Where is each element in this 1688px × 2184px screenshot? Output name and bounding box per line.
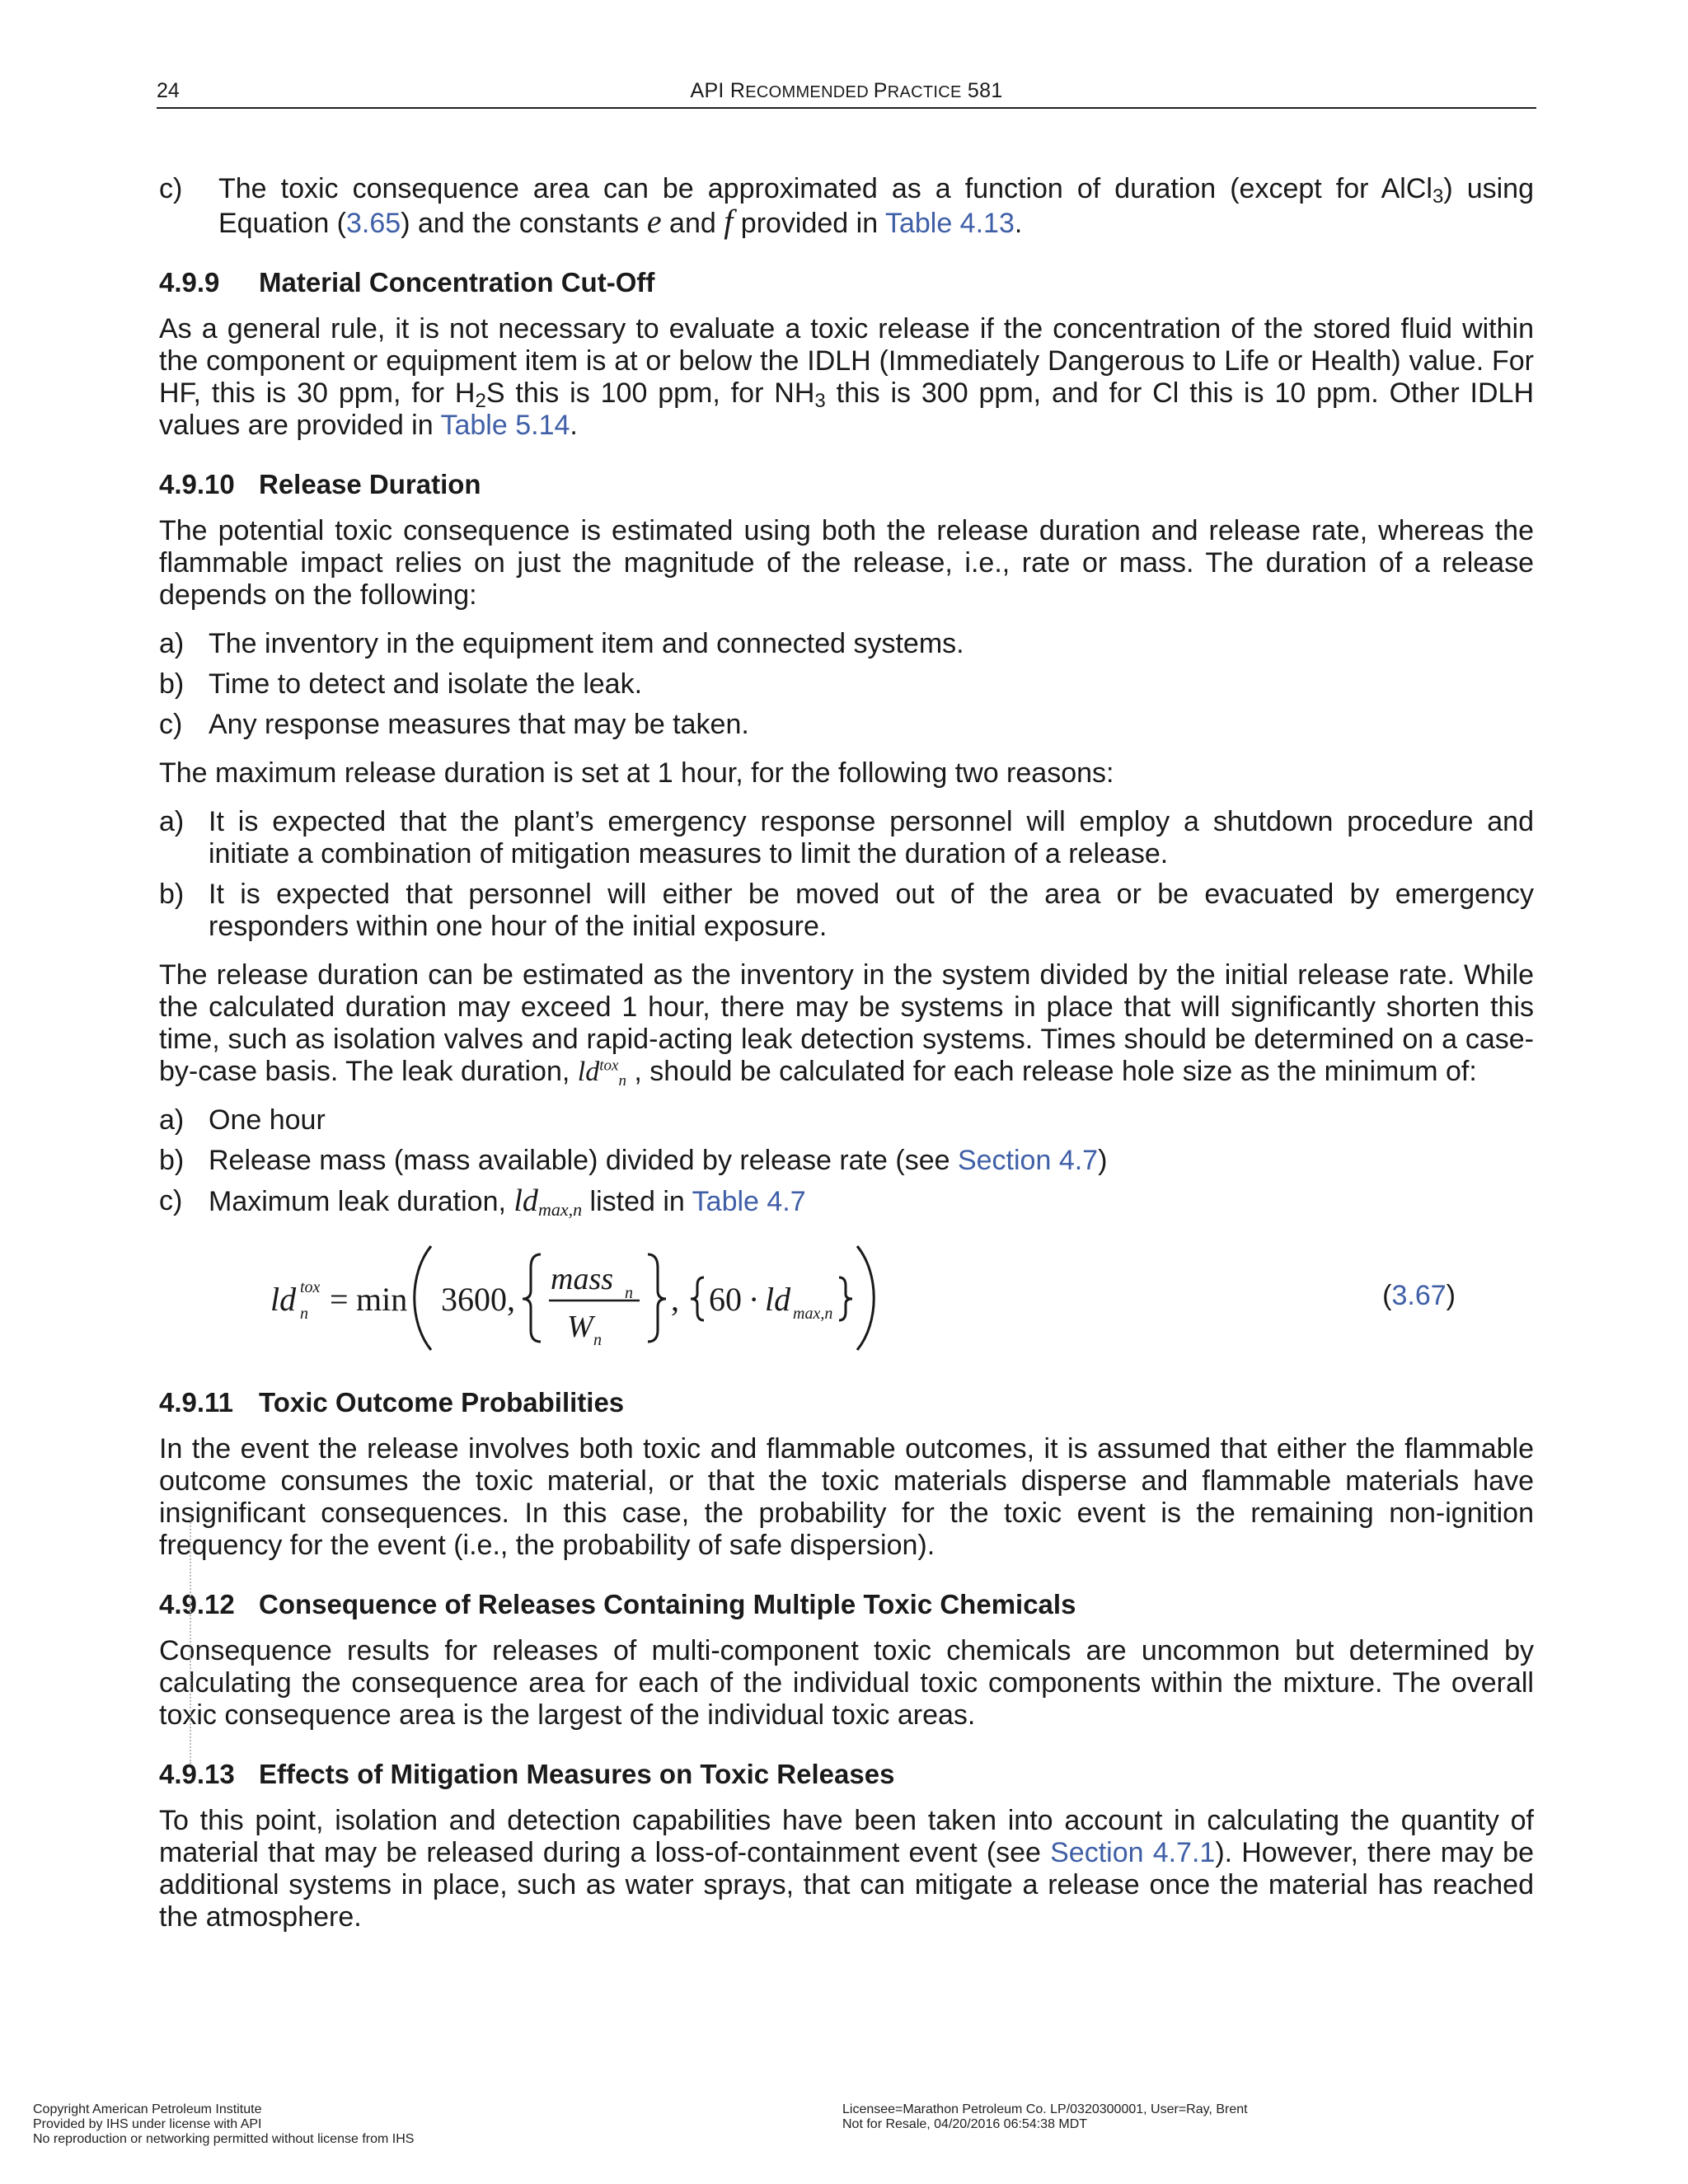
footer-license: Licensee=Marathon Petroleum Co. LP/0320300001, User=Ray, Brent Not for Resale, 04/20/2016 06:54:38 MDT (842, 2102, 1248, 2131)
svg-text:n: n (300, 1305, 308, 1323)
intro-list-item: c) The toxic consequence area can be approximated as a function of duration (except for AlCl$_3$) using Equation (3.65) and the constants e and f provided in Table 4.13. (159, 173, 1534, 240)
list-item: b) Release mass (mass available) divided by release rate (see Section 4.7) (159, 1145, 1108, 1176)
equation-link-3-65[interactable]: 3.65 (346, 208, 401, 239)
list-item: c) Maximum leak duration, $ld_{max,n}$ listed in Table 4.7 (159, 1183, 806, 1220)
list-item: b) It is expected that personnel will either be moved out of the area or be evacuated by emergency responders within one hour of the initial exposure. (159, 879, 1534, 942)
leak-duration-symbol: $ld^{tox}_n$ (577, 1057, 626, 1090)
svg-text:ld: ld (765, 1281, 791, 1318)
list-item: b) Time to detect and isolate the leak. (159, 668, 643, 700)
paragraph-estimate-duration: The release duration can be estimated as the inventory in the system divided by the initial release rate. While the calculated duration may exceed 1 hour, there may be systems in place that will significantly shorten this time, such as isolation valves and rapid-acting leak detection systems. Times should be determined on a case-by-case basis. The leak duration, $ld^{tox}_n$ , should be calculated for each release hole size as the minimum of: (159, 959, 1534, 1090)
max-leak-duration-symbol: $ld_{max,n}$ (513, 1183, 583, 1220)
constant-f: f (724, 203, 734, 240)
section-link-4-7-1[interactable]: Section 4.7.1 (1050, 1837, 1216, 1868)
paragraph-multiple-chemicals: Consequence results for releases of multi-component toxic chemicals are uncommon but determined by calculating the consequence area for each of the individual toxic components within the mixture. The overall toxic consequence area is the largest of the individual toxic areas. (159, 1635, 1534, 1731)
right-brace-small (839, 1277, 852, 1320)
table-link-4-13[interactable]: Table 4.13 (884, 208, 1015, 239)
equation-number: (3.67) (1382, 1280, 1456, 1311)
list-item: a) One hour (159, 1104, 326, 1136)
svg-text:n: n (625, 1284, 633, 1302)
table-link-5-14[interactable]: Table 5.14 (440, 410, 570, 441)
svg-text:·: · (748, 1281, 760, 1318)
left-paren (415, 1246, 431, 1350)
paragraph-mitigation-measures: To this point, isolation and detection capabilities have been taken into account in calculating the quantity of material that may be released during a loss-of-containment event (see Section 4.7.1). However, there may be additional systems in place, such as water sprays, that can mitigate a release once the material has reached the atmosphere. (159, 1805, 1534, 1933)
document-title: API RECOMMENDED PRACTICE 581 (690, 79, 1003, 102)
svg-text:3600,: 3600, (441, 1281, 515, 1318)
margin-dotted-line (190, 1516, 191, 1764)
right-paren (857, 1246, 874, 1350)
heading-4-9-12: 4.9.12 Consequence of Releases Containing Multiple Toxic Chemicals (159, 1589, 1076, 1619)
svg-text:W: W (567, 1310, 593, 1344)
svg-text:ld: ld (270, 1281, 297, 1318)
paragraph-concentration-cutoff: As a general rule, it is not necessary to evaluate a toxic release if the concentration of the stored fluid within the component or equipment item is at or below the IDLH (Immediately Dangerous to Life or Health) value. For HF, this is 30 ppm, for $H_2S$ this is 100 ppm, for $NH_3$ this is 300 ppm, and for Cl this is 10 ppm. Other IDLH values are provided in Table 5.14. (159, 313, 1534, 441)
svg-text:n: n (593, 1331, 602, 1349)
heading-4-9-10: 4.9.10 Release Duration (159, 469, 481, 499)
list-item: c) Any response measures that may be taken. (159, 709, 749, 740)
svg-text:max,n: max,n (793, 1305, 833, 1323)
equation-link-3-67[interactable]: 3.67 (1391, 1280, 1447, 1311)
table-link-4-7[interactable]: Table 4.7 (692, 1186, 806, 1217)
svg-text:=: = (330, 1281, 349, 1318)
page-number: 24 (157, 79, 180, 102)
left-brace (523, 1254, 541, 1342)
equation-graphic (270, 1236, 1029, 1360)
document-body (159, 173, 1534, 1950)
svg-text:min: min (356, 1281, 408, 1318)
list-item: a) The inventory in the equipment item and connected systems. (159, 628, 964, 659)
paragraph-outcome-probabilities: In the event the release involves both toxic and flammable outcomes, it is assumed that either the flammable outcome consumes the toxic material, or that the toxic materials disperse and flammable materials have insignificant consequences. In this case, the probability for the toxic event is the remaining non-ignition frequency for the event (i.e., the probability of safe dispersion). (159, 1433, 1534, 1561)
paragraph-release-duration: The potential toxic consequence is estimated using both the release duration and release rate, whereas the flammable impact relies on just the magnitude of the release, i.e., rate or mass. The duration of a release depends on the following: (159, 515, 1534, 611)
equation-3-67 (159, 1236, 1534, 1360)
footer-copyright: Copyright American Petroleum Institute Provided by IHS under license with API No reproduction or networking permitted without license from IHS (33, 2102, 415, 2146)
heading-4-9-13: 4.9.13 Effects of Mitigation Measures on Toxic Releases (159, 1759, 895, 1789)
svg-text:60: 60 (709, 1281, 742, 1318)
right-brace (648, 1254, 666, 1342)
constant-e: e (646, 203, 662, 240)
left-brace-small (691, 1277, 704, 1320)
svg-text:,: , (671, 1281, 679, 1318)
svg-text:tox: tox (300, 1278, 321, 1296)
paragraph-max-duration: The maximum release duration is set at 1 hour, for the following two reasons: (159, 757, 1114, 789)
heading-4-9-11: 4.9.11 Toxic Outcome Probabilities (159, 1387, 625, 1418)
svg-text:mass: mass (551, 1262, 614, 1296)
running-head (157, 79, 1536, 109)
list-item: a) It is expected that the plant’s emergency response personnel will employ a shutdown procedure and initiate a combination of mitigation measures to limit the duration of a release. (159, 806, 1534, 869)
section-link-4-7[interactable]: Section 4.7 (957, 1145, 1099, 1176)
heading-4-9-9: 4.9.9 Material Concentration Cut-Off (159, 267, 655, 298)
